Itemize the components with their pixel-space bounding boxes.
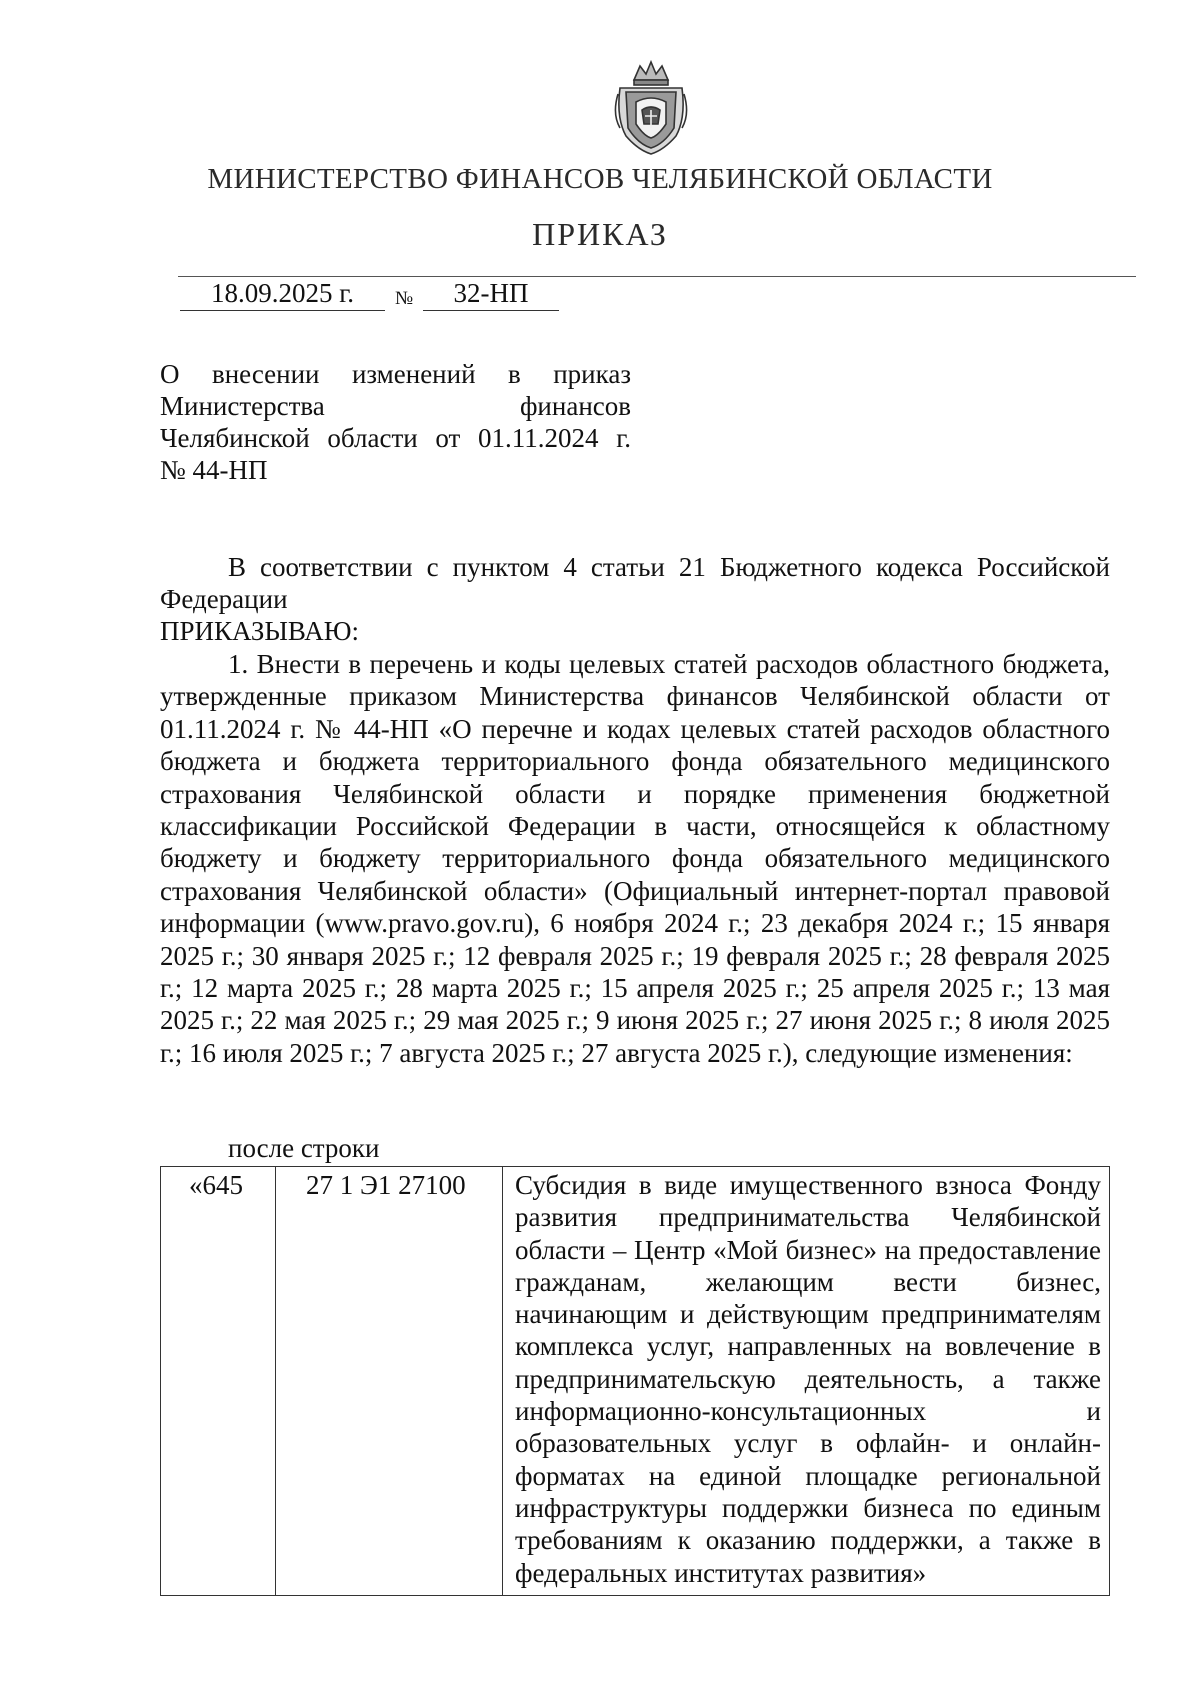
subject-line-2: Министерства финансов — [160, 391, 631, 421]
document-type-title: ПРИКАЗ — [532, 216, 668, 252]
order-subject — [160, 358, 631, 486]
coat-of-arms-emblem — [612, 58, 690, 158]
table-row — [161, 1167, 1110, 1596]
order-number: 32-НП — [423, 278, 559, 311]
order-date: 18.09.2025 г. — [180, 278, 385, 311]
preamble-paragraph: В соответствии с пунктом 4 статьи 21 Бюджетного кодекса Российской Федерации — [160, 552, 1110, 615]
subject-line-4: № 44-НП — [160, 455, 268, 485]
orders-heading: ПРИКАЗЫВАЮ: — [160, 616, 359, 646]
ministry-title: МИНИСТЕРСТВО ФИНАНСОВ ЧЕЛЯБИНСКОЙ ОБЛАСТИ — [207, 163, 993, 195]
cell-code: «645 — [161, 1167, 276, 1596]
header-divider — [178, 276, 1136, 277]
number-sign: № — [395, 288, 414, 309]
item-1-paragraph: 1. Внести в перечень и коды целевых статей расходов областного бюджета, утвержденные приказом Министерства финансов Челябинской области от 01.11.2024 г. № 44-НП «О перечне и кодах целевых статей расходов областного бюджета и бюджета территориального фонда обязательного медицинского страхования Челябинской области и порядке применения бюджетной классификации Российской Федерации в части, относящейся к областному бюджету и бюджету территориального фонда обязательного медицинского страхования Челябинской области» (Официальный интернет-портал правовой информации (www.pravo.gov.ru), 6 ноября 2024 г.; 23 декабря 2024 г.; 15 января 2025 г.; 30 января 2025 г.; 12 февраля 2025 г.; 19 февраля 2025 г.; 28 февраля 2025 г.; 12 марта 2025 г.; 28 марта 2025 г.; 15 апреля 2025 г.; 25 апреля 2025 г.; 13 мая 2025 г.; 22 мая 2025 г.; 29 мая 2025 г.; 9 июня 2025 г.; 27 июня 2025 г.; 8 июля 2025 г.; 16 июля 2025 г.; 7 августа 2025 г.; 27 августа 2025 г.), следующие изменения: — [160, 649, 1110, 1068]
inserted-row-table — [160, 1166, 1110, 1596]
subject-line-1: О внесении изменений в приказ — [160, 359, 631, 389]
cell-target-article: 27 1 Э1 27100 — [276, 1167, 503, 1596]
cell-description: Субсидия в виде имущественного взноса Фонду развития предпринимательства Челябинской области – Центр «Мой бизнес» на предоставление гражданам, желающим вести бизнес, начинающим и действующим предпринимателям комплекса услуг, направленных на вовлечение в предпринимательскую деятельность, а также информационно-консультационных и образовательных услуг в офлайн- и онлайн-форматах на единой площадке региональной инфраструктуры поддержки бизнеса по единым требованиям к оказанию поддержки, а также в федеральных институтах развития» — [503, 1167, 1110, 1596]
after-line-label: после строки — [228, 1133, 380, 1163]
subject-line-3: Челябинской области от 01.11.2024 г. — [160, 423, 631, 453]
